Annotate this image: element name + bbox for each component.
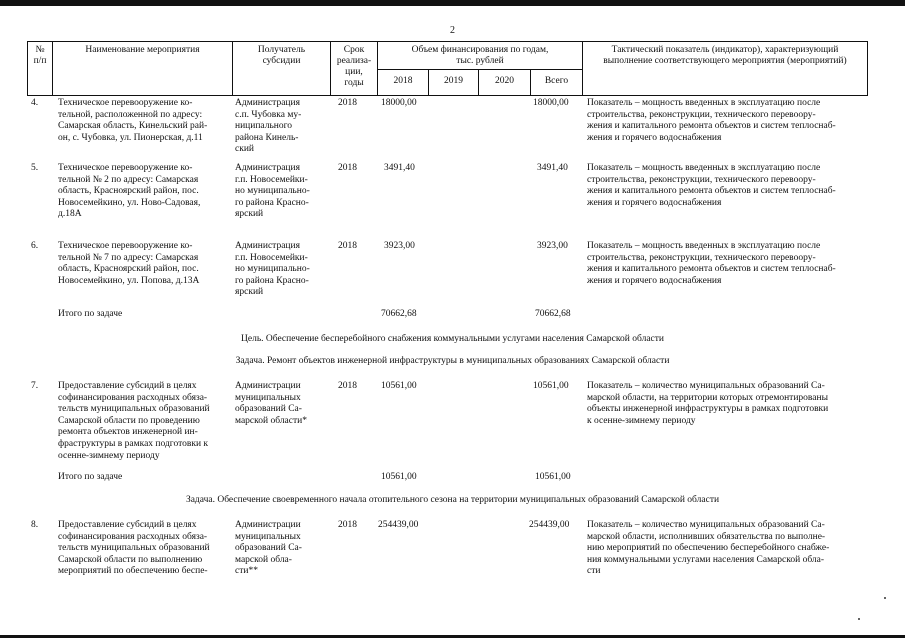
- row-5-name: Техническое перевооружение ко- тельной № 2 по адресу: Самарская область, Красноярский район, пос. Новосемейкино, ул. Ново-Садовая, д.18А: [58, 163, 201, 220]
- row-4-name: Техническое перевооружение ко- тельной, расположенной по адресу: Самарская область, Кинельский рай- он, с. Чубовка, ул. Пионерская, д.11: [58, 98, 208, 143]
- row-8-y2018: 254439,00: [378, 520, 419, 530]
- row-5-term: 2018: [338, 163, 357, 173]
- task-total-label-2: Итого по задаче: [58, 472, 123, 482]
- row-6-recipient: Администрация г.п. Новосемейки- но муниципально- го района Красно- ярский: [235, 241, 310, 298]
- row-6-indicator: Показатель – мощность введенных в эксплуатацию после строительства, реконструкции, технического перевоору- жения и капитального ремонта объектов и систем теплоснаб- жения и горячего водоснабжения: [587, 241, 836, 286]
- row-8-indicator: Показатель – количество муниципальных образований Са- марской области, исполнивших обязательства по выполне- нию мероприятий по обеспечению бесперебойного снабже- ния коммунальными услугами населения Самарской обла- сти: [587, 520, 830, 577]
- row-8-total: 254439,00: [529, 520, 570, 530]
- row-8-term: 2018: [338, 520, 357, 530]
- row-8-num: 8.: [31, 520, 39, 530]
- row-4-total: 18000,00: [533, 98, 569, 108]
- header-vline-9: [867, 41, 868, 95]
- row-6-total: 3923,00: [537, 241, 568, 251]
- page-number: 2: [450, 25, 455, 36]
- header-name: Наименование мероприятия: [85, 45, 200, 55]
- row-7-total: 10561,00: [533, 381, 569, 391]
- row-8-recipient: Администрации муниципальных образований Са- марской обла- сти**: [235, 520, 302, 577]
- header-funding: Объем финансирования по годам, тыс. рублей: [411, 45, 549, 66]
- goal-heading: Цель. Обеспечение бесперебойного снабжения коммунальными услугами населения Самарской области: [241, 334, 664, 344]
- task-total-y2018-1: 70662,68: [381, 309, 417, 319]
- bottom-border: [0, 635, 905, 638]
- task-total-sum-2: 10561,00: [535, 472, 571, 482]
- header-num: № п/п: [33, 45, 47, 66]
- row-5-total: 3491,40: [537, 163, 568, 173]
- row-5-num: 5.: [31, 163, 39, 173]
- task-total-label-1: Итого по задаче: [58, 309, 123, 319]
- task-heading-2: Задача. Обеспечение своевременного начала отопительного сезона на территории муниципальных образований Самарской области: [185, 495, 720, 505]
- header-recipient: Получатель субсидии: [257, 45, 306, 66]
- header-indicator: Тактический показатель (индикатор), характеризующий выполнение соответствующего мероприятия (мероприятий): [603, 45, 847, 66]
- header-year-2020: 2020: [495, 76, 514, 86]
- header-year-2018: 2018: [393, 76, 413, 86]
- row-8-name: Предоставление субсидий в целях софинансирования расходных обяза- тельств муниципальных образований Самарской области по выполнению мероприятий по обеспечению беспе-: [58, 520, 210, 577]
- task-heading-1: Задача. Ремонт объектов инженерной инфраструктуры в муниципальных образованиях Самарской области: [235, 356, 670, 366]
- header-term: Срок реализа- ции, годы: [336, 45, 372, 88]
- row-4-indicator: Показатель – мощность введенных в эксплуатацию после строительства, реконструкции, технического перевоору- жения и капитального ремонта объектов и систем теплоснаб- жения и горячего водоснабжения: [587, 98, 836, 143]
- scan-speck-1: [884, 597, 886, 599]
- row-7-recipient: Администрации муниципальных образований Са- марской области*: [235, 381, 307, 426]
- scan-speck-2: [858, 618, 860, 620]
- row-6-y2018: 3923,00: [384, 241, 415, 251]
- header-total: Всего: [544, 76, 569, 86]
- row-4-term: 2018: [338, 98, 357, 108]
- row-7-indicator: Показатель – количество муниципальных образований Са- марской области, на территории которых отремонтированы объекты инженерной инфраструктуры в рамках подготовки к осенне-зимнему периоду: [587, 381, 829, 426]
- row-4-y2018: 18000,00: [381, 98, 417, 108]
- row-5-y2018: 3491,40: [384, 163, 415, 173]
- task-total-sum-1: 70662,68: [535, 309, 571, 319]
- row-7-term: 2018: [338, 381, 357, 391]
- row-6-term: 2018: [338, 241, 357, 251]
- row-5-indicator: Показатель – мощность введенных в эксплуатацию после строительства, реконструкции, технического перевоору- жения и капитального ремонта объектов и систем теплоснаб- жения и горячего водоснабжения: [587, 163, 836, 208]
- header-years-line: [377, 69, 582, 70]
- header-bottom-line: [27, 95, 868, 96]
- header-year-2019: 2019: [444, 76, 463, 86]
- row-7-name: Предоставление субсидий в целях софинансирования расходных обяза- тельств муниципальных образований Самарской области по проведению ремонта объектов инженерной ин- фраструктуры в рамках подготовки к осенне-зимнему периоду: [58, 381, 210, 461]
- row-6-name: Техническое перевооружение ко- тельной № 7 по адресу: Самарская область, Красноярский район, пос. Новосемейкино, ул. Попова, д.13А: [58, 241, 200, 286]
- row-7-num: 7.: [31, 381, 39, 391]
- header-top-line: [27, 41, 868, 42]
- task-total-y2018-2: 10561,00: [381, 472, 417, 482]
- top-border: [0, 0, 905, 6]
- row-4-num: 4.: [31, 98, 39, 108]
- row-7-y2018: 10561,00: [381, 381, 417, 391]
- row-4-recipient: Администрация с.п. Чубовка му- ниципального района Кинель- ский: [235, 98, 302, 155]
- row-6-num: 6.: [31, 241, 39, 251]
- row-5-recipient: Администрация г.п. Новосемейки- но муниципально- го района Красно- ярский: [235, 163, 310, 220]
